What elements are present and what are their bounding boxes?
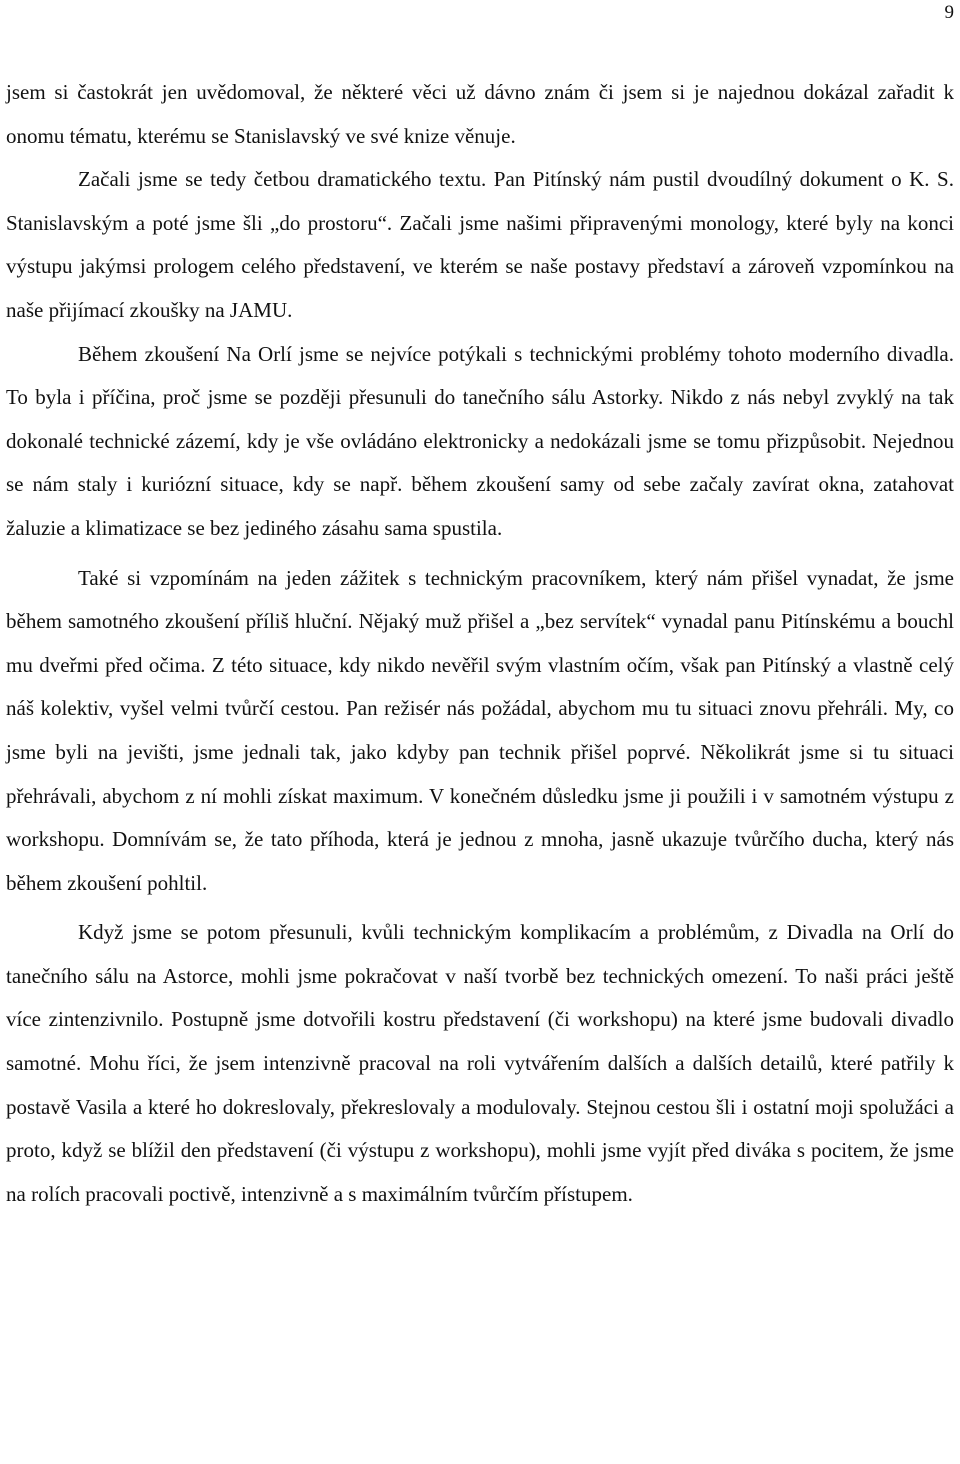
paragraph: Když jsme se potom přesunuli, kvůli technickým komplikacím a problémům, z Divadla na Orlí do tanečního sálu na Astorce, mohli jsme pokračovat v naší tvorbě bez technických omezení. To naši práci ještě více zintenzivnilo. Postupně jsme dotvořili kostru představení (či workshopu) na které jsme budovali divadlo samotné. Mohu říci, že jsem intenzivně pracoval na roli vytvářením dalších a dalších detailů, které patřily k postavě Vasila a které ho dokreslovaly, překreslovaly a modulovaly. Stejnou cestou šli i ostatní moji spolužáci a proto, když se blížil den představení (či výstupu z workshopu), mohli jsme vyjít před diváka s pocitem, že jsme na rolích pracovali poctivě, intenzivně a s maximálním tvůrčím přístupem. <box>6 920 954 1206</box>
paragraph: Také si vzpomínám na jeden zážitek s technickým pracovníkem, který nám přišel vynadat, že jsme během samotného zkoušení příliš hluční. Nějaký muž přišel a „bez servítek“ vynadal panu Pitínskému a bouchl mu dveřmi před očima. Z této situace, kdy nikdo nevěřil svým vlastním očím, však pan Pitínský a vlastně celý náš kolektiv, vyšel velmi tvůrčí cestou. Pan režisér nás požádal, abychom mu tu situaci znovu přehráli. My, co jsme byli na jevišti, jsme jednali tak, jako kdyby pan technik přišel poprvé. Několikrát jsme si tu situaci přehrávali, abychom z ní mohli získat maximum. V konečném důsledku jsme ji použili i v samotném výstupu z workshopu. Domnívám se, že tato příhoda, která je jednou z mnoha, jasně ukazuje tvůrčího ducha, který nás během zkoušení pohltil. <box>6 565 954 895</box>
paragraph: Během zkoušení Na Orlí jsme se nejvíce potýkali s technickými problémy tohoto moderního divadla. To byla i příčina, proč jsme se později přesunuli do tanečního sálu Astorky. Nikdo z nás nebyl zvyklý na tak dokonalé technické zázemí, kdy je vše ovládáno elektronicky a nedokázali jsme se tomu přizpůsobit. Nejednou se nám staly i kuriózní situace, kdy se např. během zkoušení samy od sebe začaly zavírat okna, zatahovat žaluzie a klimatizace se bez jediného zásahu sama spustila. <box>6 341 954 540</box>
page-number: 9 <box>944 2 954 23</box>
paragraph-continuation: jsem si častokrát jen uvědomoval, že některé věci už dávno znám či jsem si je najednou dokázal zařadit k onomu tématu, kterému se Stanislavský ve své knize věnuje. <box>6 80 954 148</box>
document-body <box>6 71 954 1216</box>
paragraph: Začali jsme se tedy četbou dramatického textu. Pan Pitínský nám pustil dvoudílný dokument o K. S. Stanislavským a poté jsme šli „do prostoru“. Začali jsme našimi připravenými monology, které byly na konci výstupu jakýmsi prologem celého představení, ve kterém se naše postavy představí a zároveň vzpomínkou na naše přijímací zkoušky na JAMU. <box>6 167 954 322</box>
